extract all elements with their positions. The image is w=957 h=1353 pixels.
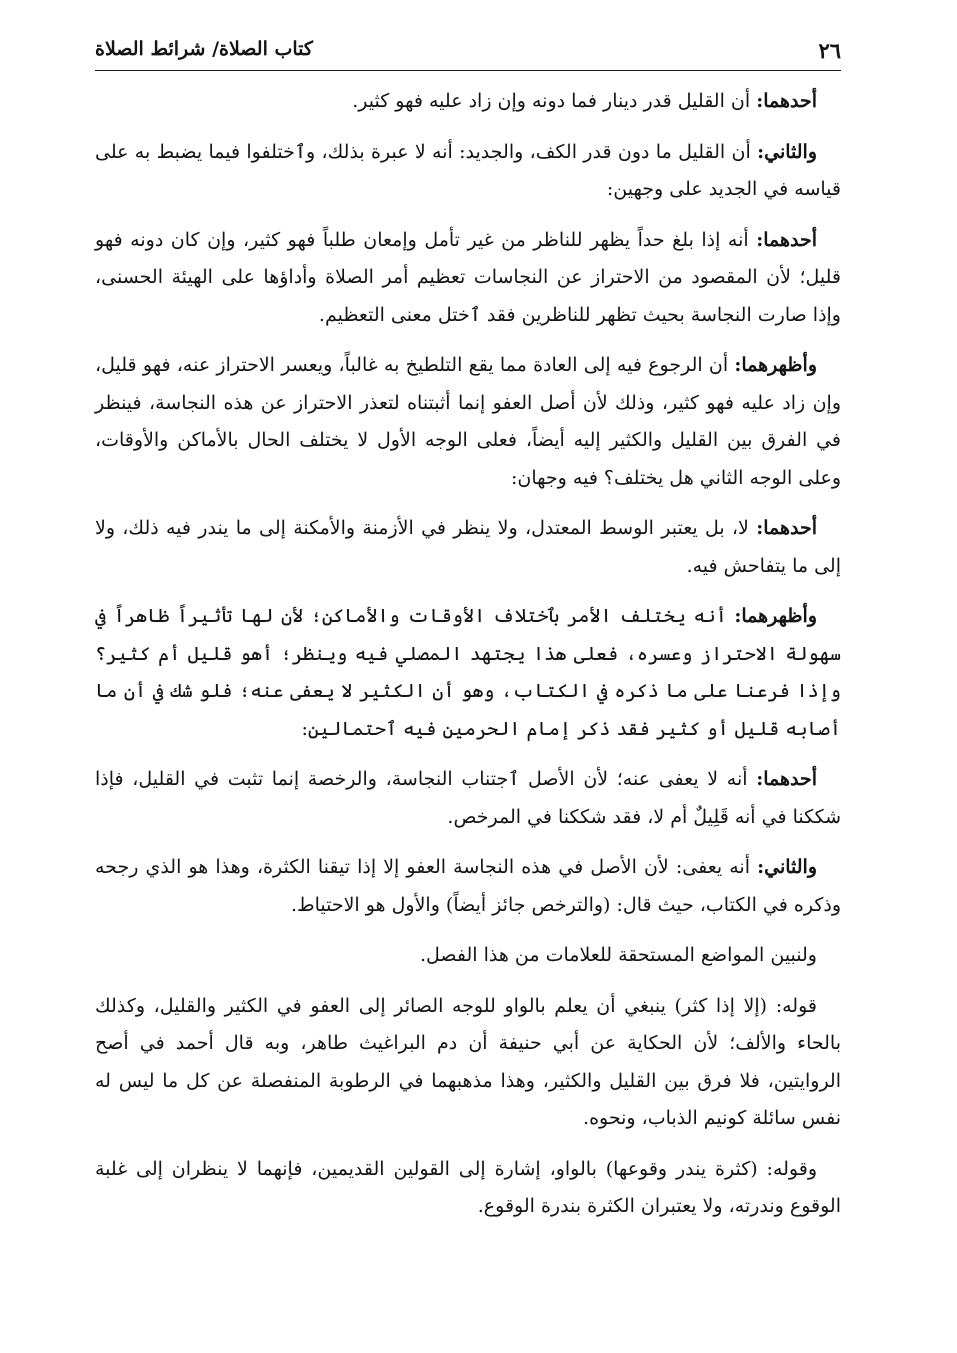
paragraph-lead: أحدهما: [756, 517, 817, 539]
paragraph-text: ولنبين المواضع المستحقة للعلامات من هذا الفصل. [420, 944, 817, 966]
paragraph-lead: والثاني: [757, 140, 817, 163]
paragraph-11 [95, 1151, 841, 1226]
paragraph-10 [95, 988, 841, 1138]
paragraph-text: أنه يختلف الأمر بٱختلاف الأوقات والأماكن؛ لأن لها تأثيراً ظاهراً في سهولة الاحتراز وعسره، فعلى هذا يجتهد المصلي فيه وينظر؛ أهو قليل أم كثير؟ وإذا فرعنا على ما ذكره في الكتاب، وهو أن الكثير لا يعفى عنه؛ فلو شك في أن ما أصابه قليل أو كثير فقد ذكر إمام الحرمين فيه ٱحتمالين: [95, 605, 841, 740]
page-number: ٢٦ [818, 38, 841, 63]
paragraph-9 [95, 937, 841, 975]
paragraph-text: أن القليل ما دون قدر الكف، والجديد: أنه لا عبرة بذلك، وٱختلفوا فيما يضبط به على قياسه في الجديد على وجهين: [95, 140, 841, 200]
paragraph-6 [95, 598, 841, 748]
paragraph-text: وقوله: (كثرة يندر وقوعها) بالواو، إشارة إلى القولين القديمين، فإنهما لا ينظران إلى غلبة الوقوع وندرته، ولا يعتبران الكثرة بندرة الوقوع. [95, 1157, 841, 1217]
paragraph-1 [95, 83, 841, 121]
paragraph-text: لا، بل يعتبر الوسط المعتدل، ولا ينظر في الأزمنة والأمكنة إلى ما يندر فيه ذلك، ولا إلى ما يتفاحش فيه. [95, 517, 841, 577]
paragraph-lead: أحدهما: [756, 768, 817, 790]
paragraph-3 [95, 222, 841, 335]
paragraph-7 [95, 761, 841, 836]
paragraph-lead: وأظهرهما: [734, 354, 817, 376]
paragraph-4 [95, 347, 841, 497]
paragraph-2 [95, 134, 841, 209]
paragraph-5 [95, 510, 841, 585]
page-body [95, 83, 841, 1226]
paragraph-text: أن الرجوع فيه إلى العادة مما يقع التلطيخ به غالباً، ويعسر الاحتراز عنه، فهو قليل، وإن زاد عليه فهو كثير، وذلك لأن أصل العفو إنما أثبتناه لتعذر الاحتراز عن هذه النجاسة، فينظر في الفرق بين القليل والكثير إليه أيضاً، فعلى الوجه الأول لا يختلف الحال بالأماكن والأوقات، وعلى الوجه الثاني هل يختلف؟ فيه وجهان: [95, 354, 841, 489]
paragraph-lead: وأظهرهما: [734, 605, 817, 627]
paragraph-text: أن القليل قدر دينار فما دونه وإن زاد عليه فهو كثير. [352, 90, 757, 112]
paragraph-text: أنه يعفى: لأن الأصل في هذه النجاسة العفو إلا إذا تيقنا الكثرة، وهذا هو الذي رجحه وذكره في الكتاب، حيث قال: (والترخص جائز أيضاً) والأول هو الاحتياط. [95, 856, 841, 916]
book-page [95, 30, 841, 1239]
paragraph-8 [95, 849, 841, 924]
paragraph-text: أنه لا يعفى عنه؛ لأن الأصل ٱجتناب النجاسة، والرخصة إنما تثبت في القليل، فإذا شككنا في أنه قَلِيلٌ أم لا، فقد شككنا في المرخص. [95, 768, 841, 828]
paragraph-text: قوله: (إلا إذا كثر) ينبغي أن يعلم بالواو للوجه الصائر إلى العفو في الكثير والقليل، وكذلك بالحاء والألف؛ لأن الحكاية عن أبي حنيفة أن دم البراغيث طاهر، وبه قال أحمد في أصح الروايتين، فلا فرق بين القليل والكثير، وهذا مذهبهما في الرطوبة المنفصلة عن كل ما ليس له نفس سائلة كونيم الذباب، ونحوه. [95, 994, 841, 1129]
paragraph-lead: أحدهما: [756, 228, 817, 251]
paragraph-text: أنه إذا بلغ حداً يظهر للناظر من غير تأمل وإمعان طلباً فهو كثير، وإن كان دونه فهو قليل؛ لأن المقصود من الاحتراز عن النجاسات تعظيم أمر الصلاة وأداؤها على الهيئة الحسنى، وإذا صارت النجاسة بحيث تظهر للناظرين فقد ٱختل معنى التعظيم. [95, 228, 841, 326]
paragraph-lead: والثاني: [757, 856, 817, 878]
running-title: كتاب الصلاة/ شرائط الصلاة [95, 38, 313, 60]
paragraph-lead: أحدهما: [756, 90, 817, 112]
page-header [95, 30, 841, 71]
